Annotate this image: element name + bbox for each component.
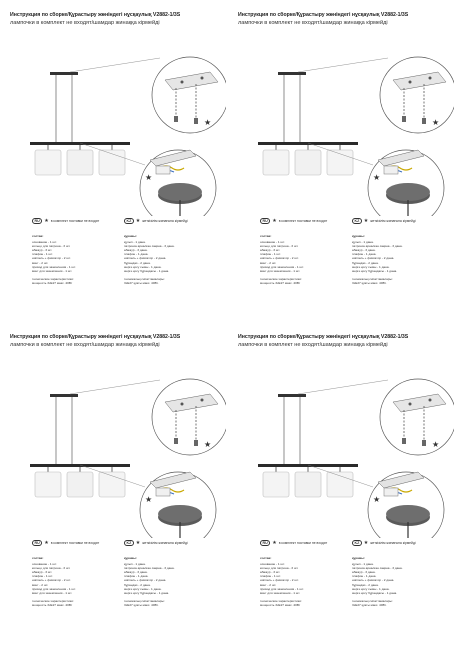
ru-item: кольцо для патрона - 3 шт. <box>32 244 71 249</box>
ru-item: абажур - 3 шт. <box>260 570 281 575</box>
kz-heading: құрамы: <box>124 234 137 238</box>
note-kz <box>352 218 416 224</box>
ru-item: винт для заземления - 1 шт. <box>32 590 73 595</box>
panel-subtitle: лампочки в комплект не входят/шамдар жинаққа кірмейді <box>10 20 160 26</box>
ru-tech-heading: технические характеристики: <box>260 598 302 603</box>
ru-contents <box>260 556 356 607</box>
ru-item: винт - 2 шт. <box>260 260 277 265</box>
lang-badge-kz: KZ <box>124 540 134 546</box>
ru-item: винт - 2 шт. <box>32 260 49 265</box>
kz-contents <box>352 556 448 607</box>
ru-item: основание - 1 шт. <box>32 562 57 567</box>
kz-item: патронға арналған сақина - 3 дана. <box>124 566 175 571</box>
kz-item: плафон - 1 дана. <box>124 252 149 257</box>
ru-item: ниппель + фиксатор - 2 шт. <box>260 578 299 583</box>
panel-title: Инструкция по сборке/Құрастыру жөніндегі нұсқаулық V2882-1/3S <box>10 334 181 340</box>
ru-item: кольцо для патрона - 3 шт. <box>260 566 299 571</box>
panel-subtitle: лампочки в комплект не входят/шамдар жинаққа кірмейді <box>238 20 388 26</box>
note-kz-text: жеткізілім жинағына кірмейді <box>370 541 416 545</box>
lang-badge-ru: RU <box>260 218 270 224</box>
note-ru <box>260 540 327 546</box>
ru-item: ниппель + фиксатор - 2 шт. <box>32 578 71 583</box>
ru-contents <box>32 234 128 285</box>
ru-tech-value: мощность 3xE27 макс. 40Вт <box>32 602 73 607</box>
panel-title: Инструкция по сборке/Құрастыру жөніндегі нұсқаулық V2882-1/3S <box>10 12 181 18</box>
kz-heading: құрамы: <box>352 556 365 560</box>
ru-heading: состав: <box>32 234 44 238</box>
kz-tech-value: 3xE27 қуаты макс. 40Вт. <box>124 602 159 607</box>
ru-item: винт - 2 шт. <box>260 582 277 587</box>
ru-tech-value: мощность 3xE27 макс. 40Вт <box>260 280 301 285</box>
ru-item: плафон - 1 шт. <box>32 252 53 257</box>
assembly-drawing <box>10 352 226 538</box>
kz-item: абажур - 3 дана. <box>124 570 148 575</box>
kz-item: жерге қосу сымы - 1 дана. <box>124 264 162 269</box>
kz-item: ниппель + фиксатор - 2 дана. <box>124 578 167 583</box>
kz-item: бұрандаs - 2 дана. <box>124 260 151 265</box>
lang-badge-kz: KZ <box>352 218 362 224</box>
kz-item: жерге қосу бұрандасы - 1 дана. <box>124 268 170 273</box>
kz-item: ниппель + фиксатор - 2 дана. <box>352 578 395 583</box>
note-ru <box>32 540 99 546</box>
kz-item: құлып - 1 дана. <box>124 562 146 567</box>
ru-item: винт для заземления - 1 шт. <box>260 268 301 273</box>
note-ru-text: в комплект поставки не входят <box>50 219 100 223</box>
ru-item: абажур - 3 шт. <box>260 248 281 253</box>
kz-heading: құрамы: <box>124 556 137 560</box>
kz-contents <box>124 234 220 285</box>
ru-item: винт - 2 шт. <box>32 582 49 587</box>
ru-item: провод для заземления - 1 шт. <box>32 264 76 269</box>
ru-item: основание - 1 шт. <box>260 240 285 245</box>
star-icon: ★ <box>44 540 49 546</box>
instruction-panel-top-right <box>238 12 454 322</box>
ru-heading: состав: <box>260 556 272 560</box>
ru-tech-heading: технические характеристики: <box>32 276 74 281</box>
lang-badge-ru: RU <box>32 218 42 224</box>
ru-item: абажур - 3 шт. <box>32 570 53 575</box>
ru-item: основание - 1 шт. <box>32 240 57 245</box>
kz-heading: құрамы: <box>352 234 365 238</box>
ru-heading: состав: <box>32 556 44 560</box>
kz-tech-value: 3xE27 қуаты макс. 40Вт. <box>352 602 387 607</box>
kz-item: құлып - 1 дана. <box>352 562 374 567</box>
note-kz-text: жеткізілім жинағына кірмейді <box>142 219 188 223</box>
instruction-panel-bottom-left <box>10 334 226 644</box>
note-kz-text: жеткізілім жинағына кірмейді <box>142 541 188 545</box>
kz-item: бұрандаs - 2 дана. <box>352 582 379 587</box>
kz-item: ниппель + фиксатор - 2 дана. <box>352 256 395 261</box>
ru-item: основание - 1 шт. <box>260 562 285 567</box>
kz-item: жерге қосу сымы - 1 дана. <box>352 586 390 591</box>
note-kz <box>124 540 188 546</box>
ru-contents <box>32 556 128 607</box>
kz-item: абажур - 3 дана. <box>352 570 376 575</box>
ru-item: кольцо для патрона - 3 шт. <box>260 244 299 249</box>
lang-badge-ru: RU <box>260 540 270 546</box>
lang-badge-kz: KZ <box>352 540 362 546</box>
ru-tech-value: мощность 3xE27 макс. 40Вт <box>32 280 73 285</box>
kz-tech-heading: техникалық сипаттамалары: <box>124 276 165 281</box>
kz-tech-value: 3xE27 қуаты макс. 40Вт. <box>352 280 387 285</box>
ru-item: провод для заземления - 1 шт. <box>260 586 304 591</box>
star-icon: ★ <box>135 540 141 546</box>
ru-tech-heading: технические характеристики: <box>32 598 74 603</box>
star-icon: ★ <box>44 218 49 224</box>
ru-item: абажур - 3 шт. <box>32 248 53 253</box>
ru-item: плафон - 1 шт. <box>260 252 281 257</box>
assembly-drawing <box>10 30 226 216</box>
ru-tech-heading: технические характеристики: <box>260 276 302 281</box>
instruction-panel-top-left <box>10 12 226 322</box>
star-icon: ★ <box>363 540 369 546</box>
ru-item: плафон - 1 шт. <box>260 574 281 579</box>
ru-contents <box>260 234 356 285</box>
kz-tech-heading: техникалық сипаттамалары: <box>124 598 165 603</box>
note-ru-text: в комплект поставки не входят <box>278 219 328 223</box>
kz-item: құлып - 1 дана. <box>352 240 374 245</box>
kz-item: плафон - 1 дана. <box>124 574 149 579</box>
kz-item: бұрандаs - 2 дана. <box>352 260 379 265</box>
instruction-panel-bottom-right <box>238 334 454 644</box>
panel-subtitle: лампочки в комплект не входят/шамдар жинаққа кірмейді <box>238 342 388 348</box>
ru-item: ниппель + фиксатор - 2 шт. <box>32 256 71 261</box>
star-icon: ★ <box>363 218 369 224</box>
note-kz <box>352 540 416 546</box>
kz-item: абажур - 3 дана. <box>124 248 148 253</box>
kz-contents <box>352 234 448 285</box>
note-ru <box>32 218 99 224</box>
kz-item: патронға арналған сақина - 3 дана. <box>124 244 175 249</box>
lang-badge-kz: KZ <box>124 218 134 224</box>
kz-item: жерге қосу сымы - 1 дана. <box>352 264 390 269</box>
kz-item: жерге қосу бұрандасы - 1 дана. <box>124 590 170 595</box>
note-ru-text: в комплект поставки не входят <box>278 541 328 545</box>
panel-title: Инструкция по сборке/Құрастыру жөніндегі нұсқаулық V2882-1/3S <box>238 334 409 340</box>
ru-item: винт для заземления - 1 шт. <box>32 268 73 273</box>
note-ru <box>260 218 327 224</box>
ru-tech-value: мощность 3xE27 макс. 40Вт <box>260 602 301 607</box>
assembly-drawing <box>238 30 454 216</box>
ru-item: провод для заземления - 1 шт. <box>260 264 304 269</box>
panel-subtitle: лампочки в комплект не входят/шамдар жинаққа кірмейді <box>10 342 160 348</box>
kz-tech-value: 3xE27 қуаты макс. 40Вт. <box>124 280 159 285</box>
kz-item: жерге қосу бұрандасы - 1 дана. <box>352 268 398 273</box>
star-icon: ★ <box>272 218 277 224</box>
ru-item: ниппель + фиксатор - 2 шт. <box>260 256 299 261</box>
kz-item: бұрандаs - 2 дана. <box>124 582 151 587</box>
note-kz-text: жеткізілім жинағына кірмейді <box>370 219 416 223</box>
kz-tech-heading: техникалық сипаттамалары: <box>352 598 393 603</box>
note-kz <box>124 218 188 224</box>
kz-tech-heading: техникалық сипаттамалары: <box>352 276 393 281</box>
kz-item: плафон - 1 дана. <box>352 574 377 579</box>
ru-heading: состав: <box>260 234 272 238</box>
kz-item: құлып - 1 дана. <box>124 240 146 245</box>
assembly-drawing <box>238 352 454 538</box>
kz-item: абажур - 3 дана. <box>352 248 376 253</box>
ru-item: винт для заземления - 1 шт. <box>260 590 301 595</box>
kz-item: жерге қосу бұрандасы - 1 дана. <box>352 590 398 595</box>
star-icon: ★ <box>135 218 141 224</box>
kz-item: патронға арналған сақина - 3 дана. <box>352 566 403 571</box>
star-icon: ★ <box>272 540 277 546</box>
ru-item: кольцо для патрона - 3 шт. <box>32 566 71 571</box>
kz-item: плафон - 1 дана. <box>352 252 377 257</box>
kz-item: жерге қосу сымы - 1 дана. <box>124 586 162 591</box>
ru-item: провод для заземления - 1 шт. <box>32 586 76 591</box>
note-ru-text: в комплект поставки не входят <box>50 541 100 545</box>
ru-item: плафон - 1 шт. <box>32 574 53 579</box>
panel-title: Инструкция по сборке/Құрастыру жөніндегі нұсқаулық V2882-1/3S <box>238 12 409 18</box>
kz-item: патронға арналған сақина - 3 дана. <box>352 244 403 249</box>
kz-item: ниппель + фиксатор - 2 дана. <box>124 256 167 261</box>
kz-contents <box>124 556 220 607</box>
lang-badge-ru: RU <box>32 540 42 546</box>
